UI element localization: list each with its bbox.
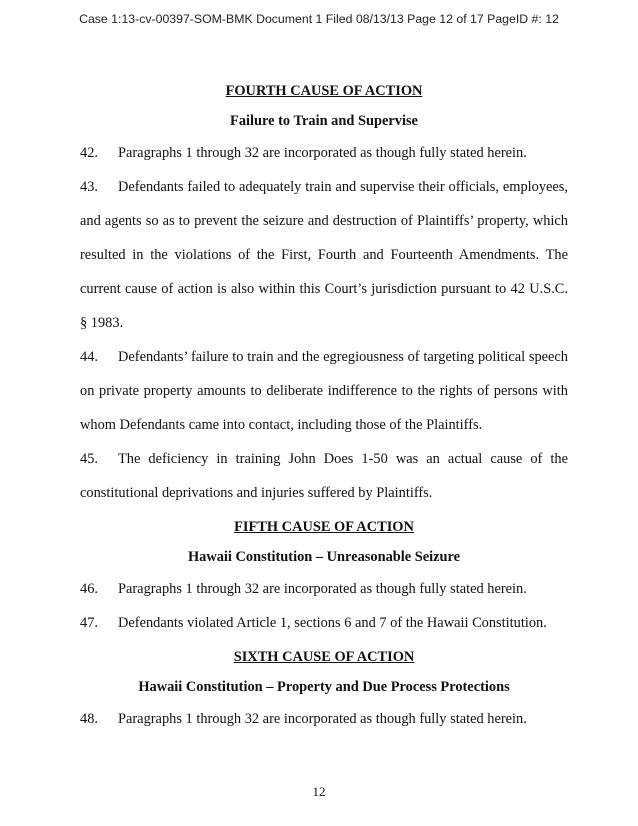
section-fourth-cause bbox=[80, 76, 568, 510]
paragraph-43 bbox=[80, 170, 568, 340]
paragraph-text: Paragraphs 1 through 32 are incorporated as though fully stated herein. bbox=[118, 581, 527, 597]
paragraph-42 bbox=[80, 136, 568, 170]
section-title: FOURTH CAUSE OF ACTION bbox=[225, 83, 423, 99]
section-subtitle: Hawaii Constitution – Property and Due Process Protections bbox=[138, 679, 510, 695]
paragraph-45 bbox=[80, 442, 568, 510]
section-subtitle: Hawaii Constitution – Unreasonable Seizure bbox=[187, 549, 461, 565]
paragraph-44 bbox=[80, 340, 568, 442]
paragraph-text: Paragraphs 1 through 32 are incorporated as though fully stated herein. bbox=[118, 145, 527, 161]
section-subtitle: Failure to Train and Supervise bbox=[230, 113, 418, 129]
paragraph-48 bbox=[80, 702, 568, 736]
section-title: SIXTH CAUSE OF ACTION bbox=[233, 649, 415, 665]
paragraph-47 bbox=[80, 606, 568, 640]
paragraph-number: 44. bbox=[80, 349, 98, 365]
paragraph-text: The deficiency in training John Does 1-50 was an actual cause of the constitutional deprivations and injuries suffered by Plaintiffs. bbox=[80, 451, 568, 501]
paragraph-text: Defendants failed to adequately train and supervise their officials, employees, and agents so as to prevent the seizure and destruction of Plaintiffs’ property, which resulted in the violations of the First, Fourth and Fourteenth Amendments. The current cause of action is also within this Court’s jurisdiction pursuant to 42 U.S.C. § 1983. bbox=[80, 179, 568, 331]
paragraph-46 bbox=[80, 572, 568, 606]
page-number: 12 bbox=[312, 784, 326, 799]
section-sixth-cause bbox=[80, 642, 568, 736]
case-header: Case 1:13-cv-00397-SOM-BMK Document 1 Filed 08/13/13 Page 12 of 17 PageID #: 12 bbox=[79, 12, 559, 26]
paragraph-number: 48. bbox=[80, 711, 98, 727]
paragraph-number: 43. bbox=[80, 179, 98, 195]
document-body bbox=[80, 74, 568, 736]
paragraph-number: 45. bbox=[80, 451, 98, 467]
paragraph-text: Paragraphs 1 through 32 are incorporated as though fully stated herein. bbox=[118, 711, 527, 727]
paragraph-text: Defendants violated Article 1, sections 6 and 7 of the Hawaii Constitution. bbox=[118, 615, 547, 631]
paragraph-number: 46. bbox=[80, 581, 98, 597]
paragraph-number: 47. bbox=[80, 615, 98, 631]
paragraph-text: Defendants’ failure to train and the egregiousness of targeting political speech on private property amounts to deliberate indifference to the rights of persons with whom Defendants came into contact, including those of the Plaintiffs. bbox=[80, 349, 568, 433]
section-title: FIFTH CAUSE OF ACTION bbox=[234, 519, 414, 535]
section-fifth-cause bbox=[80, 512, 568, 640]
paragraph-number: 42. bbox=[80, 145, 98, 161]
